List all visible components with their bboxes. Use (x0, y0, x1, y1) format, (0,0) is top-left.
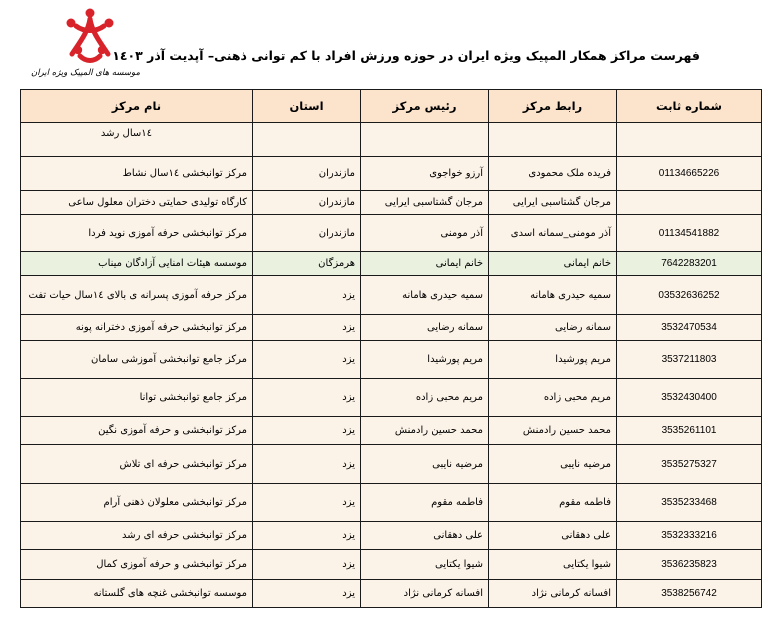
column-header-province: استان (253, 90, 361, 123)
province-cell: مازندران (253, 191, 361, 215)
province-cell: يزد (253, 522, 361, 550)
province-cell: يزد (253, 580, 361, 608)
center-name-cell: مركز توانبخشى حرفه اى رشد (21, 522, 253, 550)
table-row (21, 191, 762, 215)
logo (31, 4, 140, 88)
center-name-cell: ١٤سال رشد (21, 123, 253, 157)
liaison-cell: محمد حسين رادمنش (489, 417, 617, 445)
center-name-cell: موسسه هيئات امنايى آزادگان ميناب (21, 252, 253, 276)
phone-cell: 3538256742 (617, 580, 762, 608)
head-cell (361, 123, 489, 157)
head-cell: سميه حيدرى هامانه (361, 276, 489, 315)
province-cell: يزد (253, 484, 361, 522)
table-row (21, 157, 762, 191)
table-row (21, 276, 762, 315)
centers-table (20, 89, 762, 608)
center-name-cell: مركز جامع توانبخشى توانا (21, 379, 253, 417)
phone-cell: 3536235823 (617, 550, 762, 580)
table-row (21, 445, 762, 484)
center-name-cell: مركز توانبخشى حرفه اى تلاش (21, 445, 253, 484)
table-header-row (21, 90, 762, 123)
center-name-cell: مركز توانبخشى حرفه آموزى نويد فردا (21, 215, 253, 252)
phone-cell: 03532636252 (617, 276, 762, 315)
province-cell: يزد (253, 417, 361, 445)
center-name-cell: كارگاه توليدى حمايتى دختران معلول ساعى (21, 191, 253, 215)
liaison-cell: مريم پورشيدا (489, 341, 617, 379)
head-cell: آذر مومنى (361, 215, 489, 252)
liaison-cell: سميه حيدرى هامانه (489, 276, 617, 315)
table-row (21, 379, 762, 417)
liaison-cell: مريم محبى زاده (489, 379, 617, 417)
phone-cell: 3535261101 (617, 417, 762, 445)
head-cell: خانم ايمانى (361, 252, 489, 276)
phone-cell: 3532430400 (617, 379, 762, 417)
head-cell: مرضيه نايبى (361, 445, 489, 484)
liaison-cell: على دهقانى (489, 522, 617, 550)
center-name-cell: مركز توانبخشى معلولان ذهنى آرام (21, 484, 253, 522)
phone-cell (617, 191, 762, 215)
column-header-liaison: رابط مركز (489, 90, 617, 123)
phone-cell: 01134665226 (617, 157, 762, 191)
table-row (21, 580, 762, 608)
table-row (21, 522, 762, 550)
table-row (21, 215, 762, 252)
table-row (21, 550, 762, 580)
phone-cell: 3535275327 (617, 445, 762, 484)
phone-cell: 3537211803 (617, 341, 762, 379)
province-cell: مازندران (253, 215, 361, 252)
liaison-cell: فريده ملک محمودى (489, 157, 617, 191)
head-cell: آرزو خواجوى (361, 157, 489, 191)
table-row (21, 484, 762, 522)
head-cell: على دهقانى (361, 522, 489, 550)
liaison-cell: خانم ايمانى (489, 252, 617, 276)
liaison-cell: آذر مومنى_سمانه اسدى (489, 215, 617, 252)
phone-cell: 3532470534 (617, 315, 762, 341)
head-cell: مريم پورشيدا (361, 341, 489, 379)
center-name-cell: مركز توانبخشى حرفه آموزى دخترانه پونه (21, 315, 253, 341)
province-cell: يزد (253, 445, 361, 484)
liaison-cell: مرجان گشتاسبى ايرايى (489, 191, 617, 215)
phone-cell (617, 123, 762, 157)
center-name-cell: موسسه توانبخشى غنچه هاى گلستانه (21, 580, 253, 608)
phone-cell: 3532333216 (617, 522, 762, 550)
table-row (21, 417, 762, 445)
province-cell (253, 123, 361, 157)
center-name-cell: مركز توانبخشى و حرفه آموزى نگين (21, 417, 253, 445)
column-header-head: رئيس مركز (361, 90, 489, 123)
column-header-phone: شماره ثابت (617, 90, 762, 123)
head-cell: مرجان گشتاسبى ايرايى (361, 191, 489, 215)
center-name-cell: مركز توانبخشى و حرفه آموزى كمال (21, 550, 253, 580)
province-cell: يزد (253, 550, 361, 580)
table-row (21, 123, 762, 157)
province-cell: يزد (253, 315, 361, 341)
head-cell: محمد حسين رادمنش (361, 417, 489, 445)
head-cell: افسانه كرمانى نژاد (361, 580, 489, 608)
head-cell: سمانه رضايى (361, 315, 489, 341)
liaison-cell: مرضيه نايبى (489, 445, 617, 484)
liaison-cell (489, 123, 617, 157)
province-cell: مازندران (253, 157, 361, 191)
head-cell: مريم محبى زاده (361, 379, 489, 417)
center-name-cell: مركز توانبخشى ١٤سال نشاط (21, 157, 253, 191)
phone-cell: 7642283201 (617, 252, 762, 276)
table-row (21, 341, 762, 379)
column-header-center-name: نام مركز (21, 90, 253, 123)
table-row (21, 252, 762, 276)
liaison-cell: شيوا يكتايى (489, 550, 617, 580)
table-row (21, 315, 762, 341)
document-title: فهرست مراكز همكار المپيک ويژه ايران در حوزه ورزش افراد با كم توانى ذهنى– آپديت آذر ١٤٠٣ (112, 48, 700, 63)
liaison-cell: سمانه رضايى (489, 315, 617, 341)
head-cell: شيوا يكتايى (361, 550, 489, 580)
liaison-cell: افسانه كرمانى نژاد (489, 580, 617, 608)
liaison-cell: فاطمه مقوم (489, 484, 617, 522)
province-cell: يزد (253, 341, 361, 379)
province-cell: يزد (253, 276, 361, 315)
province-cell: يزد (253, 379, 361, 417)
province-cell: هرمزگان (253, 252, 361, 276)
logo-caption: موسسه هاى المپيک ويژه ايران (31, 68, 140, 78)
phone-cell: 01134541882 (617, 215, 762, 252)
center-name-cell: مركز جامع توانبخشى آموزشى سامان (21, 341, 253, 379)
phone-cell: 3535233468 (617, 484, 762, 522)
head-cell: فاطمه مقوم (361, 484, 489, 522)
center-name-cell: مركز حرفه آموزى پسرانه ى بالاى ١٤سال حيات تفت (21, 276, 253, 315)
